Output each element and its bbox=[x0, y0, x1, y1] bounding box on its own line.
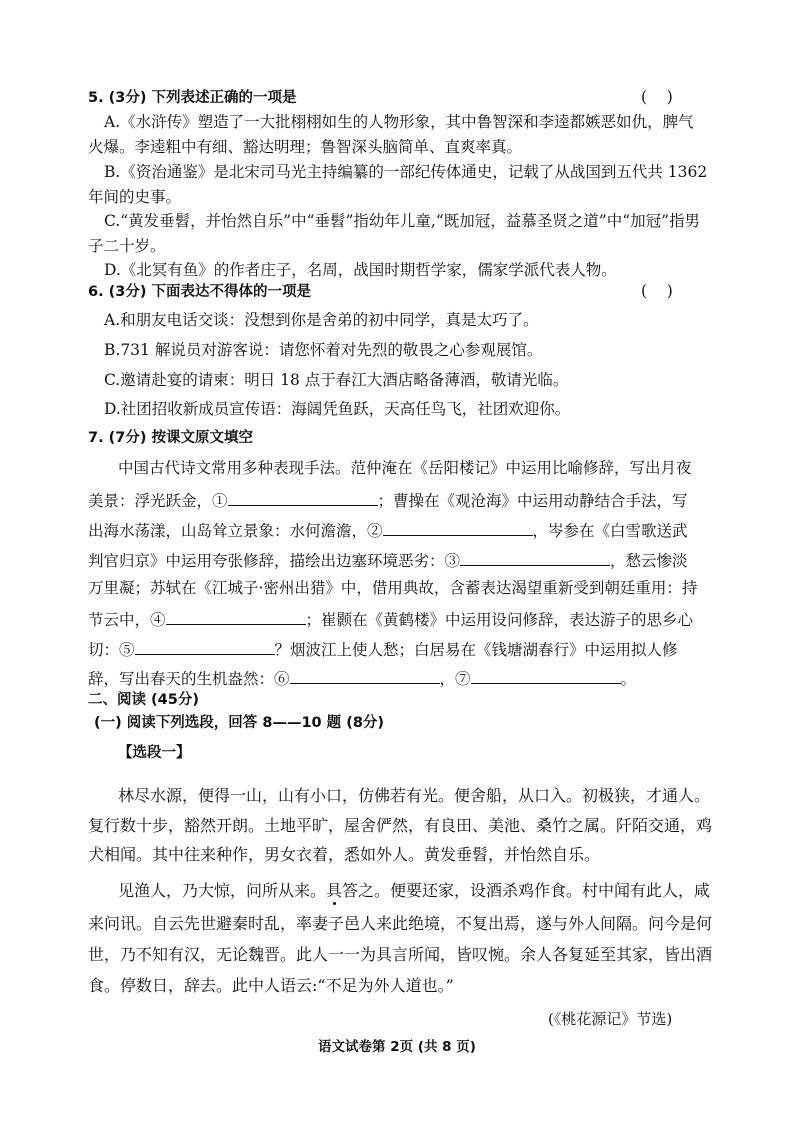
q5-option-a-line2: 火爆。李逵粗中有细、豁达明理；鲁智深头脑简单、直爽率真。 bbox=[88, 138, 523, 156]
q7-line-6-a: 节云中，④ bbox=[88, 611, 166, 629]
q7-line-3 bbox=[88, 518, 688, 541]
passage-p2-line1 bbox=[118, 881, 710, 901]
blank-3[interactable] bbox=[460, 548, 610, 566]
q7-line-1: 中国古代诗文常用多种表现手法。范仲淹在《岳阳楼记》中运用比喻修辞，写出月夜 bbox=[118, 459, 692, 477]
q7-line-2-b: ；曹操在《观沧海》中运用动静结合手法，写 bbox=[377, 492, 688, 510]
q7-line-2 bbox=[88, 488, 688, 511]
q7-line-8-a: 辞，写出春天的生机盎然：⑥ bbox=[88, 670, 290, 688]
passage-p1-line2: 复行数十步，豁然开朗。土地平旷，屋舍俨然，有良田、美池、桑竹之属。阡陌交通，鸡 bbox=[88, 816, 713, 835]
passage-p2-line4: 食。停数日，辞去。此中人语云:“不足为外人道也。” bbox=[88, 976, 454, 995]
passage-p2-line1-a: 见渔人，乃大惊，问所从来。 bbox=[118, 881, 327, 900]
passage-p1-line3: 犬相闻。其中往来种作，男女衣着，悉如外人。黄发垂髫，并怡然自乐。 bbox=[88, 845, 601, 864]
q7-line-6-b: ；崔颢在《黄鹤楼》中运用设问修辞，表达游子的思乡心 bbox=[305, 611, 694, 629]
section-2-subtitle: (一) 阅读下列选段，回答 8——10 题 (8分) bbox=[94, 715, 385, 731]
q7-line-3-a: 出海水荡漾，山岛耸立景象：水何澹澹，② bbox=[88, 522, 383, 540]
q7-line-7-a: 切：⑤ bbox=[88, 641, 135, 659]
page-footer: 语文试卷第 2页 (共 8 页) bbox=[318, 1039, 476, 1055]
q6-option-c: C.邀请赴宴的请柬：明日 18 点于春江大酒店略备薄酒，敬请光临。 bbox=[104, 371, 569, 389]
q5-option-c-line2: 子二十岁。 bbox=[88, 237, 166, 255]
q7-line-8-b: ，⑦ bbox=[439, 670, 471, 688]
q7-line-8 bbox=[88, 666, 636, 689]
section-2-title: 二、阅读 (45分) bbox=[88, 692, 199, 708]
blank-6[interactable] bbox=[290, 666, 440, 684]
blank-2[interactable] bbox=[383, 518, 533, 536]
q7-line-7 bbox=[88, 637, 678, 660]
q5-option-d: D.《北冥有鱼》的作者庄子，名周，战国时期哲学家，儒家学派代表人物。 bbox=[104, 261, 617, 279]
q7-line-7-b: ？烟波江上使人愁；白居易在《钱塘湖春行》中运用拟人修 bbox=[274, 641, 678, 659]
q6-option-d: D.社团招收新成员宣传语：海阔凭鱼跃，天高任鸟飞，社团欢迎你。 bbox=[104, 400, 571, 418]
q7-line-4-a: 判官归京》中运用夸张修辞，描绘出边塞环境恶劣：③ bbox=[88, 552, 461, 570]
q7-stem: 7. (7分) 按课文原文填空 bbox=[88, 430, 254, 446]
passage-p2-line2: 来问讯。自云先世避秦时乱，率妻子邑人来此绝境，不复出焉，遂与外人间隔。问今是何 bbox=[88, 914, 713, 933]
q7-line-6 bbox=[88, 607, 693, 630]
q5-option-b-line2: 年间的史事。 bbox=[88, 188, 182, 206]
q5-answer-paren[interactable]: ( ) bbox=[641, 88, 673, 106]
passage-p2-line3: 世，乃不知有汉，无论魏晋。此人一一为具言所闻，皆叹惋。余人各复延至其家，皆出酒 bbox=[88, 945, 713, 964]
q6-stem: 6. (3分) 下面表达不得体的一项是 bbox=[88, 284, 312, 300]
q7-line-2-a: 美景：浮光跃金，① bbox=[88, 492, 228, 510]
blank-1[interactable] bbox=[228, 488, 378, 506]
passage-p2-line1-b: 答之。便要还家，设酒杀鸡作食。村中闻有此人，咸 bbox=[342, 881, 711, 900]
blank-5[interactable] bbox=[135, 637, 275, 655]
passage-p1-line1: 林尽水源，便得一山，山有小口，仿佛若有光。便舍船，从口入。初极狭，才通人。 bbox=[118, 786, 711, 805]
q7-line-4 bbox=[88, 548, 688, 571]
q7-line-5: 万里凝；苏轼在《江城子·密州出猎》中，借用典故，含蓄表达渴望重新受到朝廷重用：持 bbox=[88, 579, 698, 597]
q5-option-c-line1: C.“黄发垂髫，并怡然自乐”中“垂髫”指幼年儿童,“既加冠，益慕圣贤之道”中“加冠”指男 bbox=[104, 212, 701, 230]
q7-line-4-b: ，愁云惨淡 bbox=[610, 552, 688, 570]
q7-line-8-c: 。 bbox=[620, 670, 637, 688]
blank-4[interactable] bbox=[166, 607, 306, 625]
passage-source: (《桃花源记》节选) bbox=[548, 1010, 673, 1028]
q6-option-a: A.和朋友电话交谈：没想到你是舍弟的初中同学，真是太巧了。 bbox=[104, 311, 539, 329]
q5-option-a-line1: A.《水浒传》塑造了一大批栩栩如生的人物形象，其中鲁智深和李逵都嫉恶如仇，脾气 bbox=[104, 113, 694, 131]
q7-line-3-b: ，岑参在《白雪歌送武 bbox=[532, 522, 688, 540]
passage-label: 【选段一】 bbox=[118, 745, 191, 761]
q6-option-b: B.731 解说员对游客说：请您怀着对先烈的敬畏之心参观展馆。 bbox=[104, 341, 543, 359]
blank-7[interactable] bbox=[471, 666, 621, 684]
q5-option-b-line1: B.《资治通鉴》是北宋司马光主持编纂的一部纪传体通史，记载了从战国到五代共 1362 bbox=[104, 163, 708, 181]
q5-stem: 5. (3分) 下列表述正确的一项是 bbox=[88, 90, 297, 106]
emphasis-dot-char: 具 bbox=[326, 881, 343, 900]
q6-answer-paren[interactable]: ( ) bbox=[641, 282, 673, 300]
